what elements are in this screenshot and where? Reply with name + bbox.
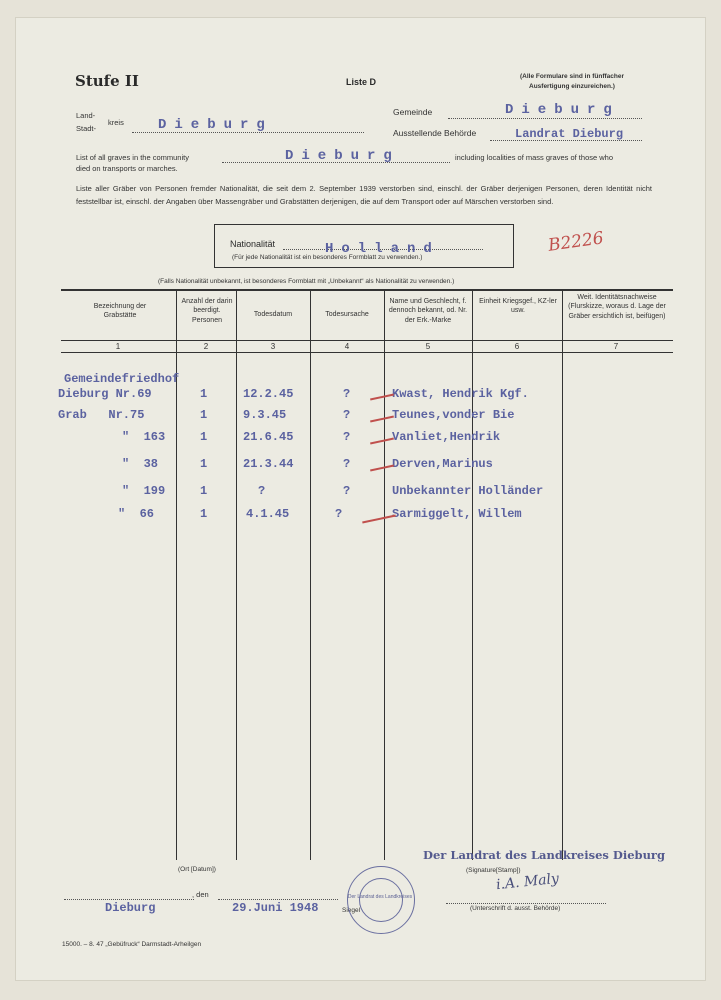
community-value: Dieburg xyxy=(285,148,400,164)
cause-cell: ? xyxy=(343,430,351,444)
col-divider-6 xyxy=(562,290,563,860)
header-identitaet: Weit. Identitätsnachweise (Flurskizze, woraus d. Lage der Gräber ersichtlich ist, beifügen) xyxy=(568,294,666,320)
col-number-2: 2 xyxy=(203,342,209,351)
unknown-note: (Falls Nationalität unbekannt, ist besonderes Formblatt mit „Unbekannt“ als Nationalität zu verwenden.) xyxy=(158,278,455,285)
place-dotline xyxy=(64,899,194,900)
german-description: Liste aller Gräber von Personen fremder Nationalität, die seit dem 2. September 1939 verstorben sind, einschl. der Gräber derjenigen Personen, deren Identität nicht feststellbar ist, einschl. der Angaben über Massengräber und Grabstätten derjenigen, die auf dem Transport oder auf Märschen verstorben sind. xyxy=(76,184,652,206)
ort-datum-label: (Ort [Datum]) xyxy=(178,866,216,873)
copies-note-2: Ausfertigung einzureichen.) xyxy=(529,83,615,90)
col-divider-5 xyxy=(472,290,473,860)
grave-cell: Dieburg Nr.69 xyxy=(58,387,152,401)
header-todesursache: Todesursache xyxy=(325,311,369,318)
date-cell: 9.3.45 xyxy=(243,408,287,422)
header-anzahl: Anzahl der darin beerdigt. Personen xyxy=(181,298,233,324)
col-number-4: 4 xyxy=(344,342,350,351)
date-cell: 21.3.44 xyxy=(243,457,294,471)
date-cell: 4.1.45 xyxy=(246,507,290,521)
signature-scrawl: i.A. Maly xyxy=(495,870,560,894)
gemeinde-value: Dieburg xyxy=(505,102,620,118)
den-label: , den xyxy=(192,890,209,899)
signature-label: (Signature[Stamp]) xyxy=(466,867,521,874)
kreis-label: kreis xyxy=(108,118,124,127)
count-cell: 1 xyxy=(200,484,208,498)
header-name: Name und Geschlecht, f. dennoch bekannt, od. Nr. der Erk.-Marke xyxy=(388,298,468,324)
unterschrift-dotline xyxy=(446,903,606,904)
header-grabstaette: Bezeichnung der Grabstätte xyxy=(93,303,147,320)
grave-cell: Grab Nr.75 xyxy=(58,408,145,422)
table-header-line xyxy=(61,340,673,341)
col-number-6: 6 xyxy=(514,342,520,351)
date-value: 29.Juni 1948 xyxy=(232,901,319,915)
behoerde-value: Landrat Dieburg xyxy=(515,127,624,141)
name-cell: Derven,Marinus xyxy=(392,457,493,471)
cause-cell: ? xyxy=(343,457,351,471)
seal-text: Der Landrat des Landkreises xyxy=(347,894,413,900)
col-number-5: 5 xyxy=(425,342,431,351)
authority-stamp: Der Landrat des Landkreises Dieburg xyxy=(423,848,666,862)
land-label: Land- xyxy=(76,111,96,120)
community-line2: died on transports or marches. xyxy=(76,164,178,173)
printer-line: 15000. – 8. 47 „Gebüfruck“ Darmstadt-Arheilgen xyxy=(62,941,202,948)
official-seal-inner xyxy=(359,878,403,922)
unterschrift-label: (Unterschrift d. ausst. Behörde) xyxy=(470,905,561,912)
stadt-label: Stadt- xyxy=(76,124,97,133)
place-value: Dieburg xyxy=(105,901,156,915)
cause-cell: ? xyxy=(343,408,351,422)
handwritten-number: B2226 xyxy=(546,228,605,256)
name-cell: Unbekannter Holländer xyxy=(392,484,544,498)
grave-cell: " 66 xyxy=(118,507,155,521)
count-cell: 1 xyxy=(200,507,208,521)
grave-cell: " 38 xyxy=(122,457,159,471)
cause-cell: ? xyxy=(343,484,351,498)
table-top-line xyxy=(61,289,673,291)
col-divider-4 xyxy=(384,290,385,860)
count-cell: 1 xyxy=(200,387,208,401)
copies-note-1: (Alle Formulare sind in fünffacher xyxy=(520,73,625,80)
table-number-line xyxy=(61,352,673,353)
header-todesdatum: Todesdatum xyxy=(253,311,293,318)
col-number-3: 3 xyxy=(270,342,276,351)
nationality-note: (Für jede Nationalität ist ein besonderes Formblatt zu verwenden.) xyxy=(232,254,423,261)
name-cell: Kwast, Hendrik Kgf. xyxy=(392,387,529,401)
name-cell: Sarmiggelt, Willem xyxy=(392,507,522,521)
name-cell: Vanliet,Hendrik xyxy=(392,430,501,444)
gemeinde-dotline xyxy=(448,118,642,119)
community-suffix: including localities of mass graves of those who xyxy=(455,153,613,162)
cemetery-name: Gemeindefriedhof xyxy=(64,372,180,386)
count-cell: 1 xyxy=(200,408,208,422)
col-divider-3 xyxy=(310,290,311,860)
date-dotline xyxy=(218,899,338,900)
grave-cell: " 163 xyxy=(122,430,166,444)
stufe-title: Stufe II xyxy=(75,72,139,90)
kreis-value: Dieburg xyxy=(158,117,273,133)
siegel-label: Siegel xyxy=(342,907,361,914)
date-cell: 12.2.45 xyxy=(243,387,294,401)
nationality-value: Holland xyxy=(325,241,440,257)
date-cell: 21.6.45 xyxy=(243,430,294,444)
cause-cell: ? xyxy=(335,507,343,521)
community-label: List of all graves in the community xyxy=(76,153,189,162)
grave-cell: " 199 xyxy=(122,484,166,498)
behoerde-label: Ausstellende Behörde xyxy=(393,128,477,138)
liste-label: Liste D xyxy=(346,77,377,87)
header-einheit: Einheit Kriegsgef., KZ-ler usw. xyxy=(479,298,557,315)
col-divider-2 xyxy=(236,290,237,860)
cause-cell: ? xyxy=(343,387,351,401)
col-number-7: 7 xyxy=(613,342,619,351)
col-number-1: 1 xyxy=(115,342,121,351)
name-cell: Teunes,vonder Bie xyxy=(392,408,515,422)
count-cell: 1 xyxy=(200,430,208,444)
gemeinde-label: Gemeinde xyxy=(393,107,433,117)
count-cell: 1 xyxy=(200,457,208,471)
date-cell: ? xyxy=(258,484,266,498)
nationality-label: Nationalität xyxy=(230,239,276,249)
